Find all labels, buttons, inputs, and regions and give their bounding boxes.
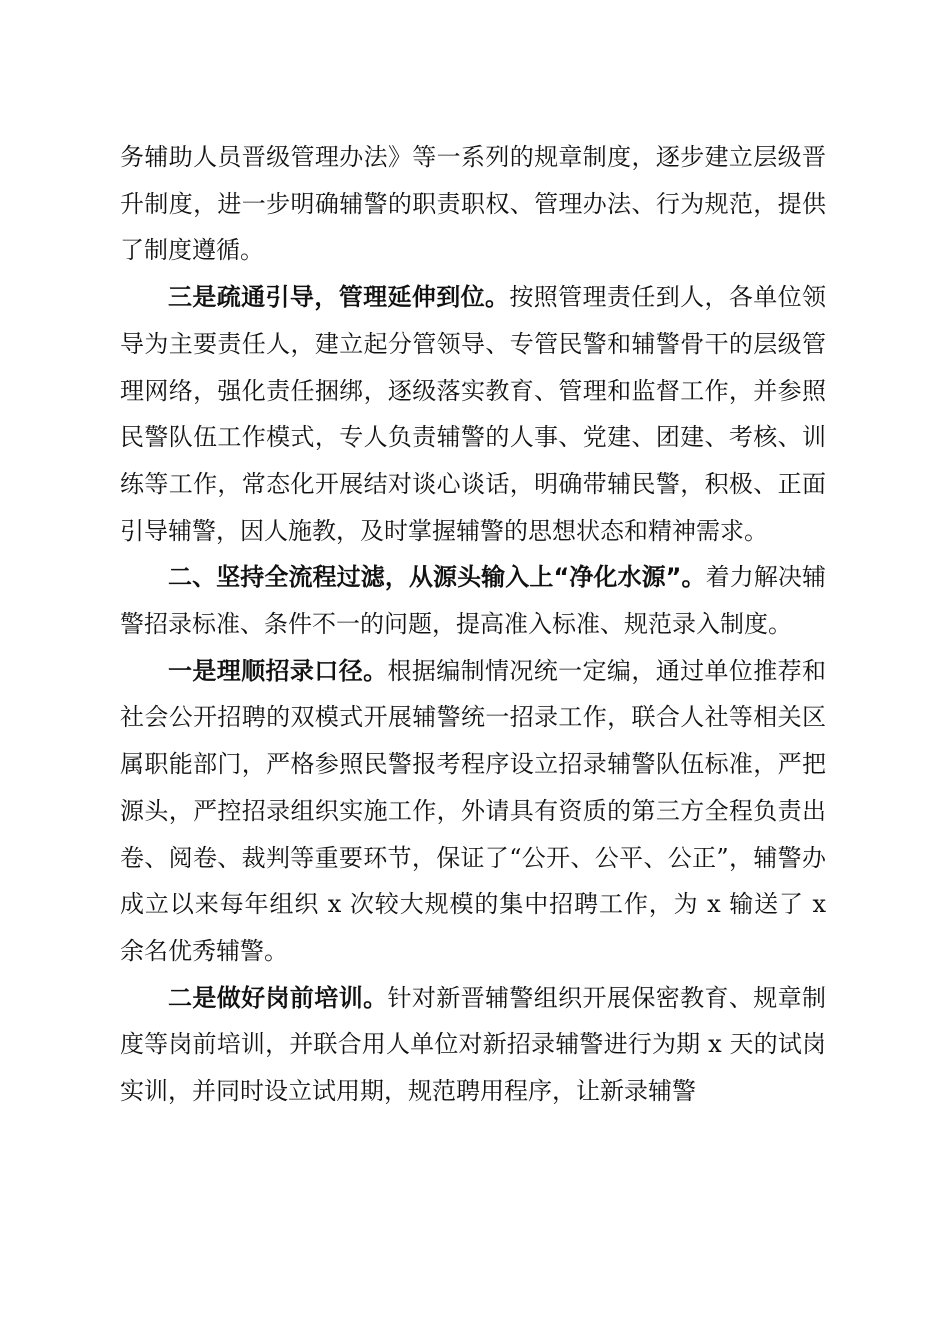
paragraph-item-two [120,975,826,1115]
paragraph-lead: 二是做好岗前培训。 [168,982,388,1012]
paragraph-text: 针对新晋辅警组织开展保密教育、规章制度等岗前培训，并联合用人单位对新招录辅警进行为期 x 天的试岗实训，并同时设立试用期，规范聘用程序，让新录辅警 [120,983,827,1106]
document-page [120,134,826,1115]
section-heading: 二、坚持全流程过滤，从源头输入上“净化水源”。 [168,563,706,592]
paragraph-item-one [120,648,826,975]
section-two [120,554,826,647]
paragraph-continued [120,134,826,274]
paragraph-text: 按照管理责任到人，各单位领导为主要责任人，建立起分管领导、专管民警和辅警骨干的层级管理网络，强化责任捆绑，逐级落实教育、管理和监督工作，并参照民警队伍工作模式，专人负责辅警的人事、党建、团建、考核、训练等工作，常态化开展结对谈心谈话，明确带辅民警，积极、正面引导辅警，因人施教，及时掌握辅警的思想状态和精神需求。 [120,283,827,545]
paragraph-lead: 三是疏通引导，管理延伸到位。 [168,282,510,312]
paragraph-lead: 一是理顺招录口径。 [168,655,388,685]
paragraph-text: 着力解决辅警招录标准、条件不一的问题，提高准入标准、规范录入制度。 [120,563,827,639]
paragraph-text: 根据编制情况统一定编，通过单位推荐和社会公开招聘的双模式开展辅警统一招录工作，联合人社等相关区属职能部门，严格参照民警报考程序设立招录辅警队伍标准，严把源头，严控招录组织实施工作，外请具有资质的第三方全程负责出卷、阅卷、裁判等重要环节，保证了“公开、公平、公正”，辅警办成立以来每年组织 x 次较大规模的集中招聘工作，为 x 输送了 x 余名优秀辅警。 [120,656,827,965]
paragraph-item-three [120,274,826,554]
paragraph-text: 务辅助人员晋级管理办法》等一系列的规章制度，逐步建立层级晋升制度，进一步明确辅警的职责职权、管理办法、行为规范，提供了制度遵循。 [120,143,826,265]
